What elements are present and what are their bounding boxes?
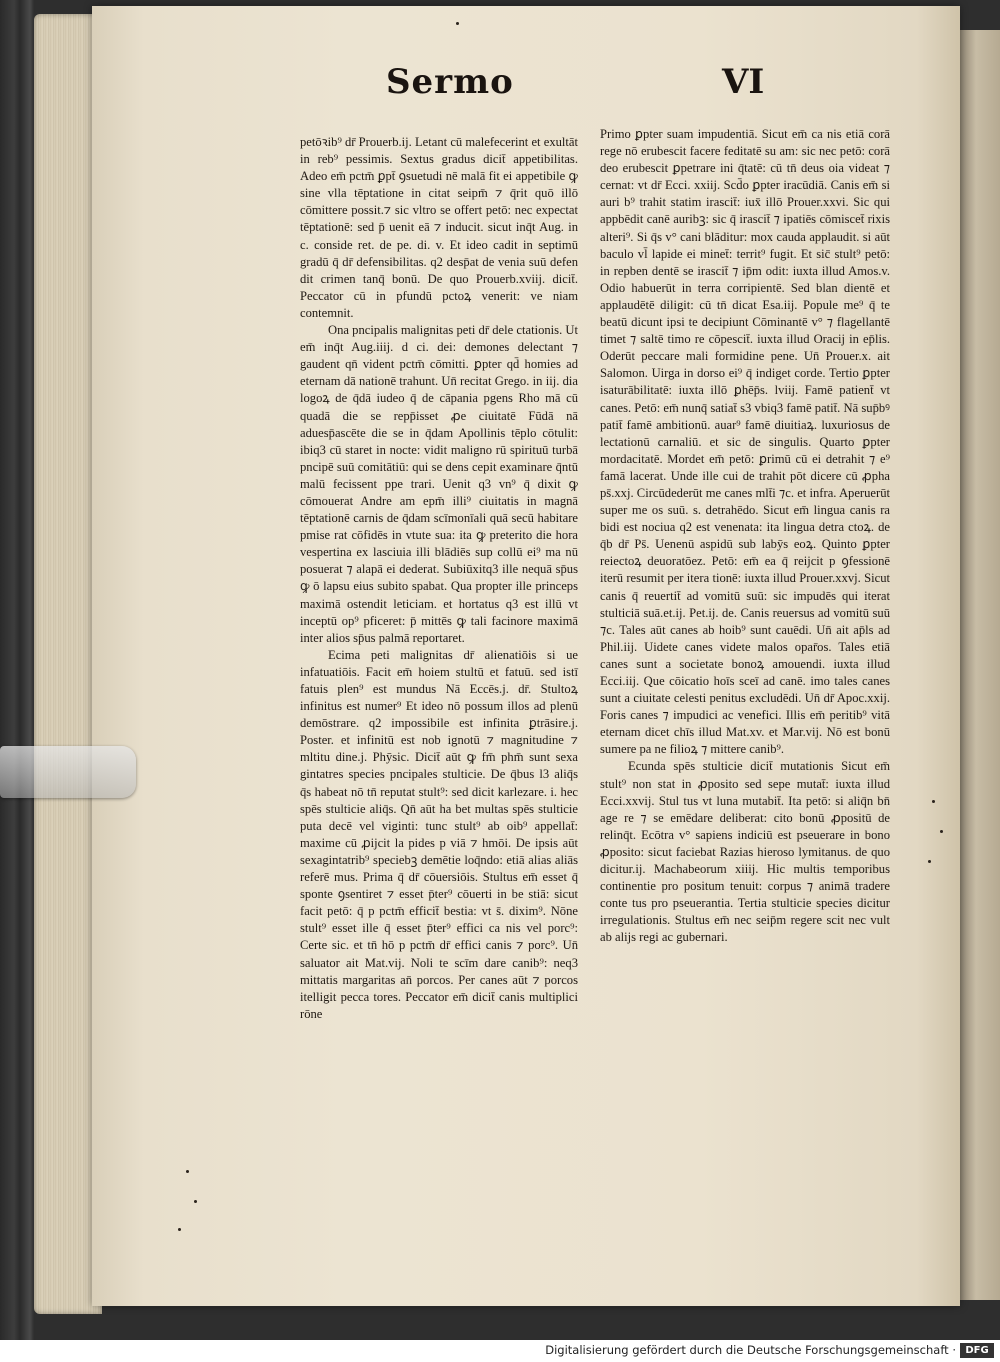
- ink-speck: [194, 1200, 197, 1203]
- dfg-logo-badge: DFG: [960, 1343, 994, 1358]
- ink-speck: [456, 22, 459, 25]
- facing-page-edge: [960, 30, 1000, 1300]
- paragraph: Ecima peti malignitas dr̄ alienatiōis si ue infatuatiōis. Facit em̄ hoiem stultū et fatuū. sed istī fatuis plen⁹ est mundus Nā Eccēs.j. dr̄. Stultoꝝ infinitus est numer⁹ Et ideo nō possum illos ad plenū demōstrare. q2 impossibile est infinita ꝑtrāsire.j. Poster. et infinitū est nob ignotū ⁊ magnitudine ⁊ mltitu dine.j. Phȳsic. Dicit̄ aūt ꝙ fm̄ phm̄ sunt sexa gintatres species pncipales stulticie. De q̄bus l3 aliq̄s q̄s habeat nō tn̄ reputat stult⁹: sed dicit karlezare. i. hec spēs stulticie aliq̄s. Qn̄ aūt ha bet multas spēs stulticie puta decē vel viginti: tunc stult⁹ ab oib⁹ appellat̄: maxime cū ꝓijcit la pides p viā ⁊ hmōi. De ipsis aūt sexagintatrib⁹ speciebꝫ demētie loq̄ndo: etiā alias aliās referē mus. Prima q̄ dr̄ cōuersiōis. Stultus em̄ esset q̄ sponte ꝯsentiret ⁊ esset p̄ter⁹ cōuerti in be stiā: sicut facit petō: q̄ p pctm̄ efficit̄ bestia: vt s̄. dixim⁹. Nōne stult⁹ esset ille q̄ esset p̄ter⁹ effici ca nis vel porc⁹: Certe sic. et tn̄ hō p pctm̄ dr̄ effici canis ⁊ porc⁹. Un̄ saluator ait Mat.vij. Noli te scīm dare canib⁹: neq3 mittatis margaritas an̄ porcos. Per canes aūt ⁊ porcos itelligit pecca tores. Peccator em̄ dicit̄ canis multiplici rōne: [300, 647, 578, 1021]
- text-column-left: [300, 134, 578, 1023]
- paragraph: Ecunda spēs stulticie dicit̄ mutationis Sicut em̄ stult⁹ non stat in ꝓposito sed sepe mutat̄: iuxta illud Ecci.xxvij. Stul tus vt luna mutabit̄. Ita petō: si aliq̄n bn̄ age re ⁊ se emēdare deliberat: cito bonū ꝓpositū de relinq̄t. Ecōtra v° sapiens indiciū est pseuerare in bono ꝓposito: sicut faciebat Razias hieroso lymitanus. de quo dicitur.ij. Machabeorum xiiij. Hic multis temporibus continentie pro positum tenuit: corpus ⁊ animā tradere conte tus pro pseuerantia. Tertia stulticie species dicitur irregulationis. Stultus em̄ nec seip̄m regere scit nec vult ab alijs regi ac gubernari.: [600, 759, 890, 945]
- ink-speck: [940, 830, 943, 833]
- paragraph: Primo ꝑpter suam impudentiā. Sicut em̄ ca nis etiā corā rege nō erubescit facere feditatē su am: sic nec petō: corā deo erubescit ꝑpetrare ini q̄tatē: cū tn̄ deus oia videat ⁊ cernat: vt dr̄ Ecci. xxiij. Scd̄o ꝑpter iracūdiā. Canis em̄ si auri b⁹ trahit statim irascit̄: iux̄ illō Prouer.xxvi. Sic qui appbēdit canē auribꝫ: sic q̄ irascit̄ ⁊ ipatiēs cōmiscet̄ rixis alteri⁹. Si q̄s v° cani blāditur: mox cauda applaudit. si aūt baculo vl̄ lapide ei minet̄: territ⁹ fugit. Et sic̄ stult⁹ petō: in repben dentē se irascit̄ ⁊ ip̄m odit: iuxta illud Amos.v. Odio habuerūt in terra corripientē. Sed blan dientē et applaudētē diligit: cū tn̄ dicat Esa.iij. Popule me⁹ q̄ te beatū dicunt ipsi te decipiunt Cōminantē v° ⁊ flagellantē timet ⁊ saltē timo re cōpescit̄. iuxta illud Oracij in ep̄lis. Oderūt peccare mali formidine pene. Un̄ Prouer.x. ait Salomon. Uirga in dorso ei⁹ q̄ indiget corde. Tertio ꝑpter isaturābilitatē: iuxta illō ꝑhēp̄s. lviij. Famē patient̄ vt canes. Petō: em̄ nunq̄ satiat̄ s3 vbiq3 famē patit̄. Nā sup̄bꝰ patit̄ famē ambitionū. auar⁹ famē diuitiaꝝ. luxuriosus de lectationū carnaliū. et sic de singulis. Quarto ꝑpter mordacitatē. Mordet em̄ petō: ꝑrimū cū ei detrahit ⁊ e⁹ famā lacerat. Unde ille cui de trahit pōt dicere cū ꝓpha ps̄.xxj. Circūdederūt me canes mlt̄i ⁊c. et infra. Aperuerūt super me os suū. s. detrahēdo. Sicut em̄ lingua canis ra bidi est nociua q2 est venenata: ita lingua detra ctoꝝ. de q̄b dr̄ Ps̄. Uenenū aspidū sub labȳs eoꝝ. Quinto ꝑpter reiectoꝝ deuoratōez. Petō: em̄ ea q̄ reijcit p ꝯfessionē iterū resumit per itera tionē: iuxta illud Prouer.xxvj. Sicut canis q̄ reuertit̄ ad vomitū suū: sic impudēs qui iterat stulticiā suā.et.ij. Pet.ij. de. Canis reuersus ad vomitū suū ⁊c. Tales aūt canes ab hoib⁹ sunt cauēdi. Un̄ ait ap̄ls ad Phil.iij. Uidete canes videte malos opar̄os. Tales etiā canes sunt a societate bonoꝝ amouendi. iuxta illud Ecci.iij. Que cōicatio hoīs sceī ad canē. imo tales canes sunt a ciuitate celesti penitus excludēdi. Un̄ dr̄ Apoc.xxij. Foris canes ⁊ impudici ac venefici. Illis em̄ peritib⁹ vitā eternam dicet chīs illud Mat.xv. et Mar.vij. Nō est bonū sumere pa ne filioꝝ ⁊ mittere canib⁹.: [600, 127, 890, 757]
- text-column-right: [600, 126, 890, 947]
- ink-speck: [178, 1228, 181, 1231]
- ink-speck: [928, 860, 931, 863]
- running-head-number: VI: [722, 62, 765, 102]
- footer-bar: [0, 1340, 1000, 1362]
- page-holder-clip: [0, 746, 136, 798]
- paragraph: petōꝛib⁹ dr̄ Prouerb.ij. Letant cū malefecerint et exultāt in reb⁹ pessimis. Sextus gradus dicit̄ appetibilitas. Adeo em̄ pctm̄ ꝑpt̄ ꝯsuetudi nē malā fit ei appetibile ꝙ sine vlla tēptatione in citat seipm̄ ⁊ q̄rit quō illō cōmittere possit.⁊ sic vltro se offert petō: nec expectat tēptationē: sed p̄ uenit eā ⁊ inducit. sicut inq̄t Aug. in c. conside ret. de pe. di. v. Et ideo cadit in septimū gradū q̄ dr̄ defensibilitas. q2 desp̄at de venia suū defen dit crimen tanq̄ bonū. De quo Prouerb.xviij. dicit̄. Peccator cū in pfundū pctoꝝ venerit: ve niam contemnit.: [300, 135, 578, 320]
- footer-credit: Digitalisierung gefördert durch die Deutsche Forschungsgemeinschaft ·: [545, 1343, 956, 1357]
- paragraph: Ona pncipalis malignitas peti dr̄ dele ctationis. Ut em̄ inq̄t Aug.iiij. d ci. dei: demones delectant ⁊ gaudent qn̄ vident pctm̄ cōmitti. ꝑpter qd̄ homies ad eternam dā nationē trahunt. Un̄ recitat Grego. in iij. dia logoꝝ de q̄dā iudeo q̄ de cāpania pgens Rho mā cū quadā die se repp̄isset ꝓe ciuitatē Fūdā nā aduesp̄ascēte die se in q̄dam Apollinis tēplo cōtulit: ibiq3 cū staret in nocte: vidit maligno rū spirituū turbā pncipē suū comitātiū: qui se dens cepit examinare q̄ntū malū fecissent ppe trari. Uenit q3 vn⁹ q̄ dixit ꝙ cōmouerat Andre am epm̄ illi⁹ ciuitatis in magnā tēptationē carnis de q̄dam scīmonīali quā secū habitare pmise rat cōfidēs in vtute sua: ita ꝙ preterito die hora vespertina ex lasciuia illi blādiēs sup collū ei⁹ ma nū posuerat ⁊ alapā ei dederat. Subiūxitq3 ille nequā sp̄us ꝙ ō lapsu eius subito spabat. Qua propter ille princeps maximā ostendit leticiam. et hortatus q3 est illū vt inceptū op⁹ pficeret: p̄ mittēs ꝙ tali facinore maximā inter alios sp̄us palmā reportaret.: [300, 323, 578, 645]
- ink-speck: [186, 1170, 189, 1173]
- running-head-sermo: Sermo: [386, 62, 514, 102]
- ink-speck: [932, 800, 935, 803]
